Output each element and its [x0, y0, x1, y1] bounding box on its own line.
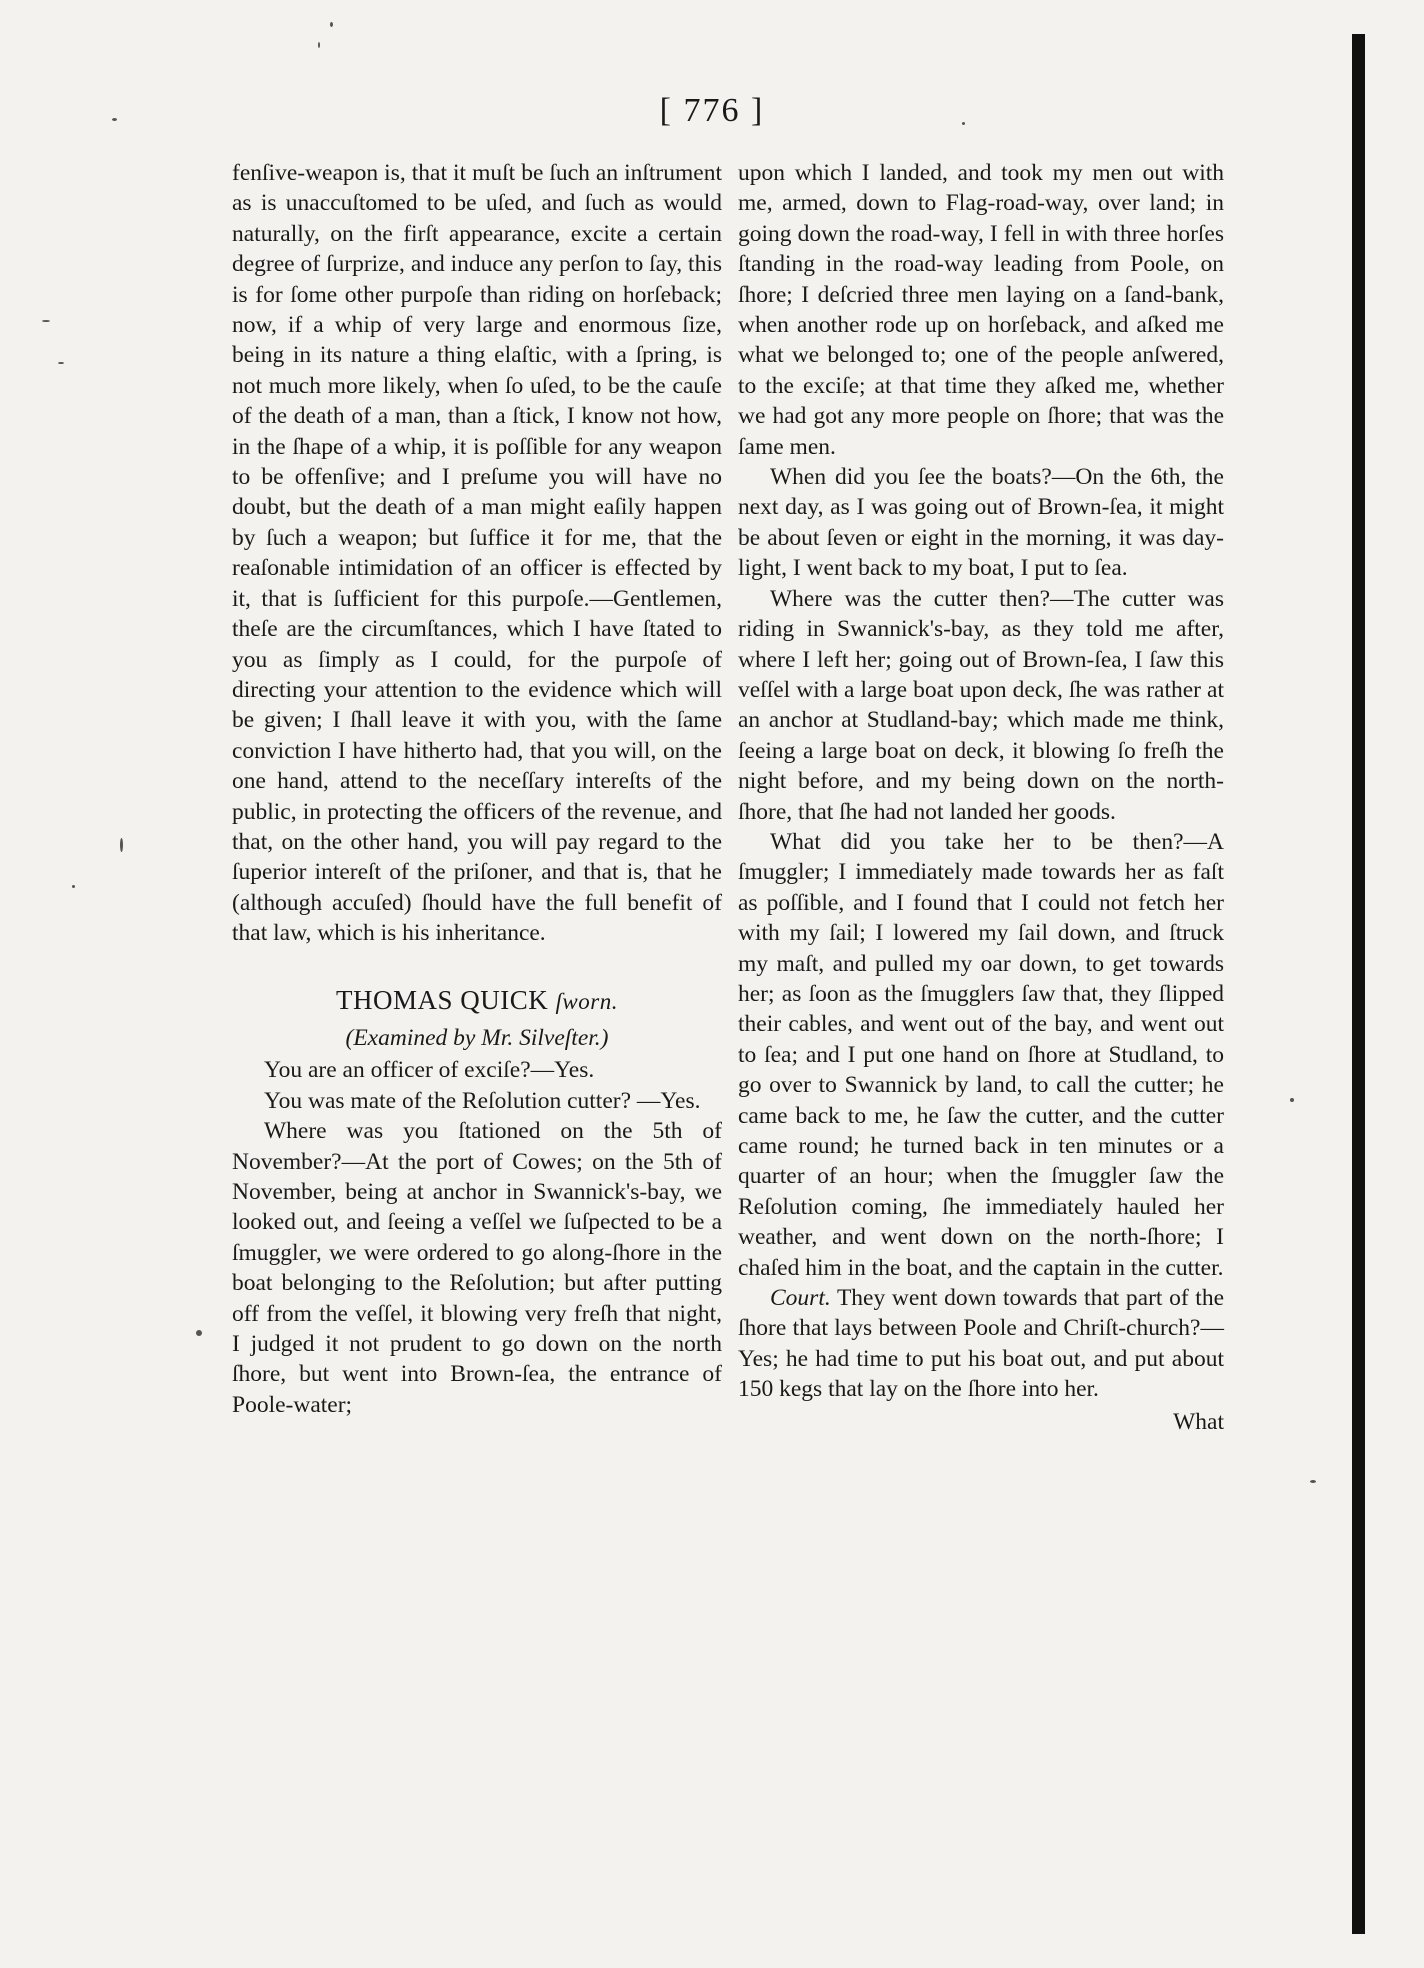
- witness-sworn: ſworn.: [555, 988, 618, 1014]
- right-paragraph: upon which I landed, and took my men out with me, armed, down to Flag-road-way, over land; in going down the road-way, I fell in with three horſes ſtanding in the road-way leading from Poole, on ſhore; I deſcried three men laying on a ſand-bank, when another rode up on horſeback, and aſked me what we belonged to; one of the people anſwered, to the exciſe; at that time they aſked me, whether we had got any more people on ſhore; that was the ſame men.: [738, 160, 1224, 460]
- ink-speck: [120, 838, 123, 852]
- court-paragraph: [738, 1283, 1224, 1405]
- ink-speck: [58, 362, 64, 364]
- ink-speck: [196, 1330, 202, 1336]
- witness-name: THOMAS QUICK: [336, 984, 549, 1015]
- qa-paragraph: You are an officer of exciſe?—Yes.: [264, 1057, 595, 1084]
- right-paragraph: Where was the cutter then?—The cutter was riding in Swannick's-bay, as they told me after, where I left her; going out of Brown-ſea, I ſaw this veſſel with a large boat upon deck, ſhe was rather at an anchor at Studland-bay; which made me think, ſeeing a large boat on deck, it blowing ſo freſh the night before, and my being down on the north-ſhore, that ſhe had not landed her goods.: [738, 585, 1224, 825]
- ink-speck: [112, 118, 117, 121]
- left-paragraph: fenſive-weapon is, that it muſt be ſuch an inſtrument as is unaccuſtomed to be uſed, and ſuch as would naturally, on the firſt appearance, excite a certain degree of ſurprize, and induce any perſon to ſay, this is for ſome other purpoſe than riding on horſeback; now, if a whip of very large and enormous ſize, being in its nature a thing elaſtic, with a ſpring, is not much more likely, when ſo uſed, to be the cauſe of the death of a man, than a ſtick, I know not how, in the ſhape of a whip, it is poſſible for any weapon to be offenſive; and I preſume you will have no doubt, but the death of a man might eaſily happen by ſuch a weapon; but ſuffice it for me, that the reaſonable intimidation of an officer is effected by it, that is ſufficient for this purpoſe.—Gentlemen, theſe are the circumſtances, which I have ſtated to you as ſimply as I could, for the purpoſe of directing your attention to the evidence which will be given; I ſhall leave it with you, with the ſame conviction I have hitherto had, that you will, on the one hand, attend to the neceſſary intereſts of the public, in protecting the officers of the revenue, and that, on the other hand, you will pay regard to the ſuperior intereſt of the priſoner, and that is, that he (although accuſed) ſhould have the full benefit of that law, which is his inheritance.: [232, 160, 722, 947]
- ink-speck: [330, 22, 333, 27]
- ink-speck: [42, 320, 50, 322]
- catchword: What: [1173, 1408, 1224, 1435]
- page-edge-rule: [1352, 34, 1365, 1934]
- ink-speck: [318, 42, 320, 48]
- right-column: [738, 158, 1224, 1437]
- page-number: [ 776 ]: [659, 92, 765, 129]
- ink-speck: [1290, 1098, 1294, 1102]
- left-column: [232, 158, 722, 1420]
- right-paragraph: When did you ſee the boats?—On the 6th, the next day, as I was going out of Brown-ſea, it might be about ſeven or eight in the morning, it was day-light, I went back to my boat, I put to ſea.: [738, 464, 1224, 582]
- examination-note: (Examined by Mr. Silveſter.): [345, 1024, 609, 1051]
- ink-speck: [72, 885, 75, 888]
- qa-paragraph: You was mate of the Reſolution cutter? —Yes.: [264, 1087, 701, 1114]
- qa-paragraph: Where was you ſtationed on the 5th of November?—At the port of Cowes; on the 5th of November, being at anchor in Swannick's-bay, we looked out, and ſeeing a veſſel we ſuſpected to be a ſmuggler, we were ordered to go along-ſhore in the boat belonging to the Reſolution; but after putting off from the veſſel, it blowing very freſh that night, I judged it not prudent to go down on the north ſhore, but went into Brown-ſea, the entrance of Poole-water;: [232, 1118, 722, 1418]
- court-text: They went down towards that part of the ſhore that lays between Poole and Chriſt-church?—Yes; he had time to put his boat out, and put about 150 kegs that lay on the ſhore into her.: [738, 1285, 1225, 1403]
- court-label: Court.: [770, 1285, 831, 1312]
- ink-speck: [962, 122, 965, 125]
- right-paragraph: What did you take her to be then?—A ſmuggler; I immediately made towards her as faſt as poſſible, and I found that I could not fetch her with my ſail; I lowered my ſail down, and ſtruck my maſt, and pulled my oar down, to get towards her; as ſoon as the ſmugglers ſaw that, they ſlipped their cables, and went out of the bay, and went out to ſea; and I put one hand on ſhore at Studland, to go over to Swannick by land, to call the cutter; he came back to me, he ſaw the cutter, and the cutter came round; he turned back in ten minutes or a quarter of an hour; when the ſmuggler ſaw the Reſolution coming, ſhe immediately hauled her weather, and went down on the north-ſhore; I chaſed him in the boat, and the captain in the cutter.: [738, 828, 1224, 1281]
- witness-heading: [232, 985, 722, 1017]
- ink-speck: [1310, 1480, 1316, 1483]
